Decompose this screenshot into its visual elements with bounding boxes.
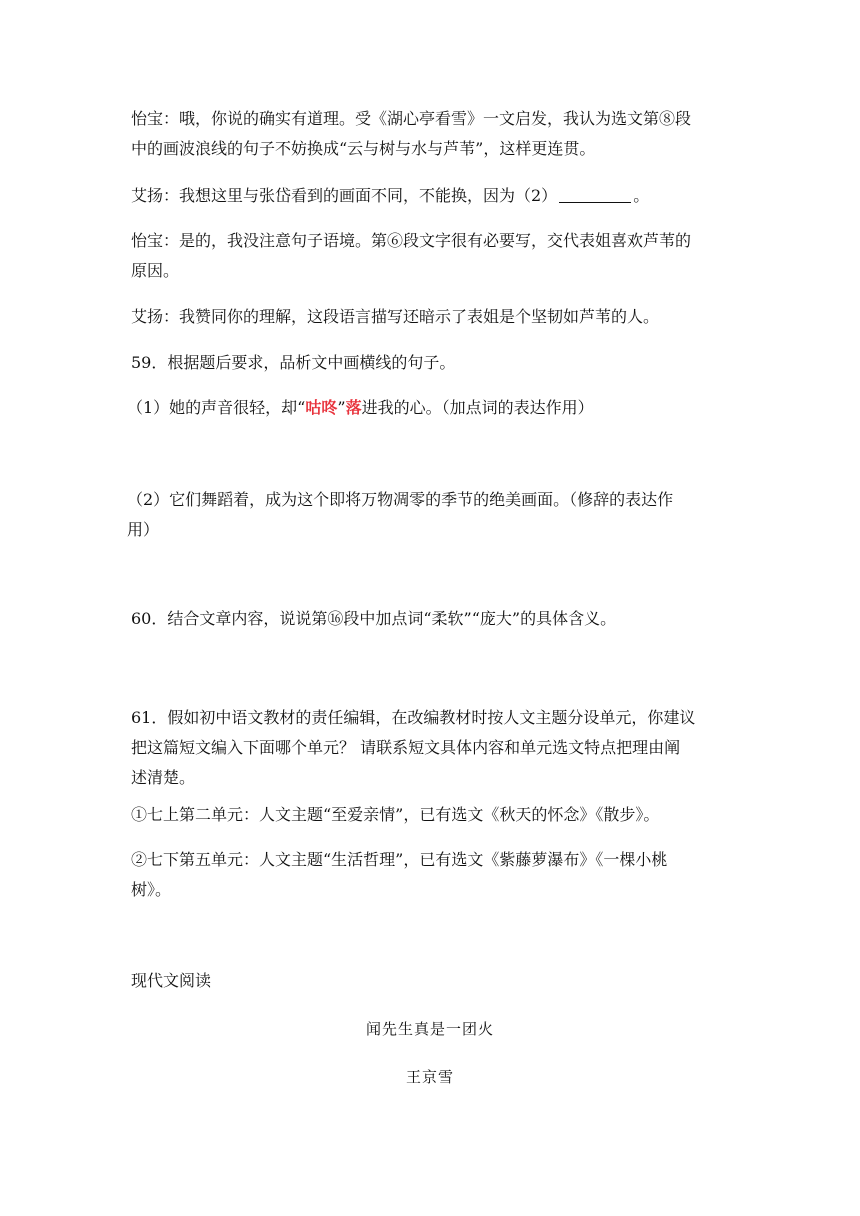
question-59-item-1 xyxy=(127,393,727,423)
text-line: ②七下第五单元：人文主题“生活哲理”，已有选文《紫藤萝瀑布》《一棵小桃 xyxy=(131,850,668,869)
text-line: 60．结合文章内容，说说第⑯段中加点词“柔软”“庞大”的具体含义。 xyxy=(131,609,617,628)
text-line: 艾扬：我想这里与张岱看到的画面不同，不能换，因为（2） xyxy=(131,186,558,205)
article-title: 闻先生真是一团火 xyxy=(365,1020,494,1038)
text-line: 用） xyxy=(127,520,160,539)
question-59-title xyxy=(131,348,731,378)
question-59-item-2 xyxy=(127,485,731,545)
text-line: ” xyxy=(337,398,346,417)
answer-blank[interactable] xyxy=(559,184,631,203)
highlight-word: 咕咚 xyxy=(305,398,338,417)
text-line: 述清楚。 xyxy=(131,768,196,787)
text-line: （2）它们舞蹈着，成为这个即将万物凋零的季节的绝美画面。（修辞的表达作 xyxy=(127,490,674,509)
dialogue-aiyang-2 xyxy=(131,302,731,332)
question-60-title xyxy=(131,604,731,634)
dialogue-yibao-1 xyxy=(131,104,731,164)
text-line: ①七上第二单元：人文主题“至爱亲情”，已有选文《秋天的怀念》《散步》。 xyxy=(131,805,660,824)
question-61 xyxy=(131,703,731,793)
text-line: 中的画波浪线的句子不妨换成“云与树与水与芦苇”，这样更连贯。 xyxy=(131,139,596,158)
text-line: 59．根据题后要求，品析文中画横线的句子。 xyxy=(131,353,456,372)
text-line: 。 xyxy=(633,186,650,205)
question-61-option-1 xyxy=(131,800,731,830)
dialogue-yibao-2 xyxy=(131,226,731,286)
text-line: 怡宝：是的，我没注意句子语境。第⑥段文字很有必要写，交代表姐喜欢芦苇的 xyxy=(131,231,692,250)
text-line: 61．假如初中语文教材的责任编辑，在改编教材时按人文主题分设单元，你建议 xyxy=(131,708,696,727)
text-line: 原因。 xyxy=(131,261,180,280)
text-line: 艾扬：我赞同你的理解，这段语言描写还暗示了表姐是个坚韧如芦苇的人。 xyxy=(131,307,660,326)
section-label xyxy=(131,966,731,996)
article-author: 王京雪 xyxy=(405,1068,454,1086)
text-line: 现代文阅读 xyxy=(131,971,212,990)
highlight-word: 落 xyxy=(345,398,362,417)
text-line: 把这篇短文编入下面哪个单元？ 请联系短文具体内容和单元选文特点把理由阐 xyxy=(131,738,681,757)
question-61-option-2 xyxy=(131,845,731,905)
dialogue-aiyang-1 xyxy=(131,181,731,211)
text-line: 怡宝：哦，你说的确实有道理。受《湖心亭看雪》一文启发，我认为选文第⑧段 xyxy=(131,109,692,128)
text-line: 进我的心。（加点词的表达作用） xyxy=(361,398,594,417)
text-line: 树》。 xyxy=(131,880,172,899)
text-line: （1）她的声音很轻，却“ xyxy=(127,398,306,417)
